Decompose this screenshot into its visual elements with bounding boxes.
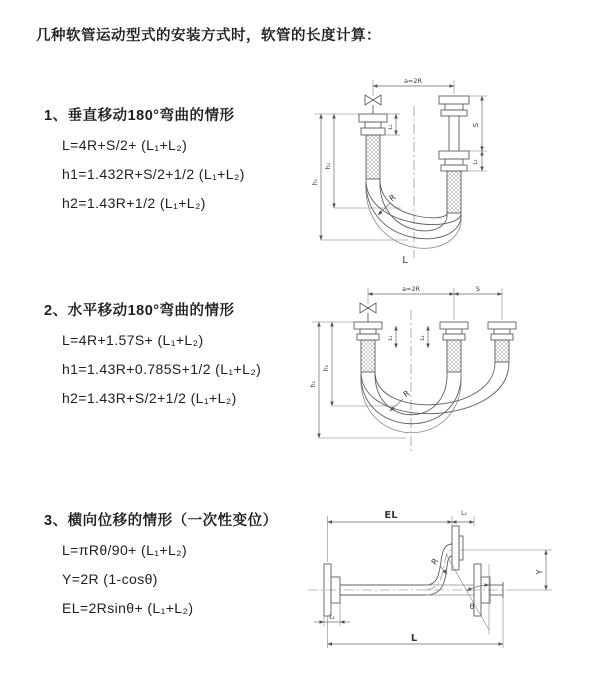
dim-label-h2: h₂: [323, 364, 330, 372]
dim-label-l1: L₁: [388, 124, 394, 130]
section-2-heading: 2、水平移动180°弯曲的情形: [44, 303, 235, 319]
dim-label-el: EL: [384, 510, 398, 521]
diagram-vertical-180-bend: [306, 70, 592, 268]
radius-label: R: [387, 192, 398, 204]
section-vertical-180: [44, 104, 245, 224]
right-hose-fitting: [488, 322, 516, 362]
formula-s1-h1: h1=1.432R+S/2+1/2 (L₁+L₂): [62, 166, 245, 182]
formula-s3-L: L=πRθ/90+ (L₁+L₂): [62, 542, 188, 558]
dim-label-y: Y: [535, 569, 544, 575]
middle-hose-fitting: [440, 322, 468, 372]
dim-label-h1: h₁: [312, 178, 319, 186]
section-1-heading: 1、垂直移动180°弯曲的情形: [44, 108, 235, 124]
dim-label-a2r: a=2R: [401, 285, 421, 293]
formula-s2-h1: h1=1.43R+0.785S+1/2 (L₁+L₂): [62, 361, 262, 377]
dim-label-l2: L₂: [420, 335, 426, 341]
angle-construction: [446, 554, 489, 634]
left-hose-fitting: [354, 322, 382, 372]
left-hose-fitting: [359, 114, 387, 179]
page-title: 几种软管运动型式的安装方式时，软管的长度计算：: [36, 28, 381, 44]
diagram-horizontal-180-bend: [306, 280, 598, 462]
section-lateral-displacement: [44, 509, 278, 629]
dim-label-s: S: [475, 285, 481, 293]
diagram-lateral-displacement: [296, 502, 600, 664]
valve-icon: [365, 95, 381, 114]
formula-s3-Y: Y=2R (1-cosθ): [62, 571, 158, 587]
dim-label-l1: L₁: [329, 614, 335, 621]
u-hose-curves: [361, 362, 509, 433]
formula-s1-h2: h2=1.43R+1/2 (L₁+L₂): [62, 195, 206, 211]
dim-label-l2: L₂: [461, 510, 467, 517]
length-label: L: [402, 255, 408, 266]
dim-label-theta: θ: [469, 602, 475, 611]
section-horizontal-180: [44, 299, 261, 419]
dim-label-l1: L₁: [388, 335, 394, 341]
section-3-heading: 3、横向位移的情形（一次性变位）: [44, 513, 278, 529]
formula-s2-L: L=4R+1.57S+ (L₁+L₂): [62, 332, 204, 348]
right-hose-fitting: [439, 96, 469, 213]
formula-s1-L: L=4R+S/2+ (L₁+L₂): [62, 137, 188, 153]
dim-label-a2r: a=2R: [403, 77, 423, 85]
upper-flange: [452, 526, 463, 570]
radius-label: R: [401, 388, 412, 400]
dim-label-s: S: [472, 122, 480, 128]
valve-icon: [360, 303, 376, 322]
dim-label-h1: h₁: [310, 380, 317, 388]
formula-s3-EL: EL=2Rsinθ+ (L₁+L₂): [62, 600, 194, 616]
s-curve-hose: [426, 544, 452, 595]
radius-label: R: [429, 556, 441, 567]
formula-s2-h2: h2=1.43R+S/2+1/2 (L₁+L₂): [62, 390, 237, 406]
dim-label-h2: h₂: [325, 162, 332, 170]
dim-label-l: L: [410, 633, 418, 644]
dim-label-l2: L₂: [473, 159, 479, 165]
